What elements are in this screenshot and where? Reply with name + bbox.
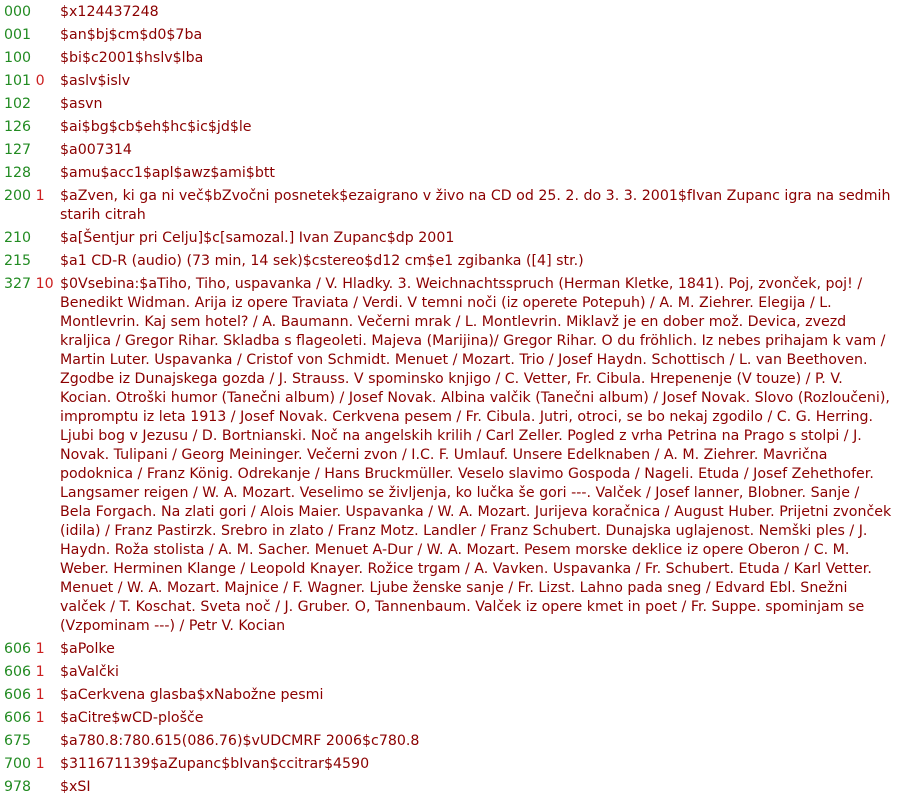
field-value: $a[Šentjur pri Celju]$c[samozal.] Ivan Zupanc$dp 2001 (60, 230, 455, 246)
tag-indicator: 1 (35, 664, 45, 680)
field-row-001 (0, 26, 900, 49)
field-value: $an$bj$cm$d0$7ba (60, 27, 203, 43)
field-row-100 (0, 49, 900, 72)
field-value: $bi$c2001$hslv$lba (60, 50, 204, 66)
tag-indicator: 1 (35, 710, 45, 726)
field-row-978 (0, 778, 900, 801)
field-tag (0, 275, 60, 636)
field-tag (0, 640, 60, 659)
field-tag (0, 118, 60, 137)
field-tag (0, 663, 60, 682)
field-row-215 (0, 252, 900, 275)
field-tag (0, 709, 60, 728)
field-value: $xSI (60, 779, 91, 795)
field-row-606 (0, 640, 900, 663)
tag-indicator: 1 (35, 687, 45, 703)
field-tag (0, 252, 60, 271)
field-tag (0, 778, 60, 797)
field-value: $ai$bg$cb$eh$hc$ic$jd$le (60, 119, 252, 135)
field-row-126 (0, 118, 900, 141)
field-row-700 (0, 755, 900, 778)
field-value: $a780.8:780.615(086.76)$vUDCMRF 2006$c780.8 (60, 733, 420, 749)
tag-code: 102 (4, 96, 32, 112)
tag-code: 200 (4, 188, 32, 204)
tag-indicator: 1 (35, 641, 45, 657)
field-row-606 (0, 663, 900, 686)
tag-code: 100 (4, 50, 32, 66)
tag-code: 128 (4, 165, 32, 181)
field-tag (0, 26, 60, 45)
tag-indicator: 0 (35, 73, 45, 89)
field-value: $aCitre$wCD-plošče (60, 710, 204, 726)
tag-code: 606 (4, 664, 32, 680)
field-tag (0, 141, 60, 160)
tag-code: 327 (4, 276, 32, 292)
field-row-606 (0, 686, 900, 709)
field-value: $aCerkvena glasba$xNabožne pesmi (60, 687, 324, 703)
tag-code: 606 (4, 687, 32, 703)
field-value: $aslv$islv (60, 73, 131, 89)
tag-code: 675 (4, 733, 32, 749)
field-row-127 (0, 141, 900, 164)
field-tag (0, 686, 60, 705)
tag-code: 606 (4, 641, 32, 657)
tag-code: 126 (4, 119, 32, 135)
field-tag (0, 3, 60, 22)
field-value: $a1 CD-R (audio) (73 min, 14 sek)$cstereo$d12 cm$e1 zgibanka ([4] str.) (60, 253, 584, 269)
field-tag (0, 229, 60, 248)
field-value: $a007314 (60, 142, 132, 158)
field-tag (0, 95, 60, 114)
field-row-101 (0, 72, 900, 95)
field-tag (0, 732, 60, 751)
field-value: $amu$acc1$apl$awz$ami$btt (60, 165, 275, 181)
tag-code: 210 (4, 230, 32, 246)
field-tag (0, 755, 60, 774)
tag-code: 606 (4, 710, 32, 726)
field-row-000 (0, 3, 900, 26)
field-value: $aPolke (60, 641, 115, 657)
field-row-327 (0, 275, 900, 640)
field-value: $aZven, ki ga ni več$bZvočni posnetek$ezaigrano v živo na CD od 25. 2. do 3. 3. 2001$fIvan Zupanc igra na sedmih starih citrah (60, 188, 891, 223)
field-tag (0, 164, 60, 183)
field-tag (0, 187, 60, 225)
field-value: $0Vsebina:$aTiho, Tiho, uspavanka / V. Hladky. 3. Weichnachtsspruch (Herman Kletke, 1841). Poj, zvonček, poj! / Benedikt Widman. Arija iz opere Traviata / Verdi. V temni noči (iz operete Potepuh) / A. M. Ziehrer. Elegija / L. Montlevrin. Kaj sem hotel? / A. Baumann. Večerni mrak / L. Montlevrin. Miklavž je en dober mož. Devica, zvezd kraljica / Gregor Rihar. Skladba s flageoleti. Majeva (Marijina)/ Gregor Rihar. O du fröhlich. Iz nebes prihajam k vam / Martin Luter. Uspavanka / Cristof von Schmidt. Menuet / Mozart. Trio / Josef Haydn. Schottisch / L. van Beethoven. Zgodbe iz Dunajskega gozda / J. Strauss. V spominsko knjigo / C. Vetter, Fr. Cibula. Hrepenenje (V touze) / P. V. Kocian. Otroški humor (Tanečni album) / Josef Novak. Albina valčik (Tanečni album) / Josef Novak. Slovo (Rozloučeni), impromptu iz leta 1913 / Josef Novak. Cerkvena pesem / Fr. Cibula. Jutri, otroci, se bo nekaj zgodilo / C. G. Herring. Ljubi bog v Jezusu / D. Bortnianski. Noč na angelskih krilih / Carl Zeller. Pogled z vrha Petrina na Prago s stolpi / J. Novak. Tulipani / Georg Meininger. Večerni zvon / I.C. F. Umlauf. Unsere Edelknaben / A. M. Ziehrer. Mavrična podoknica / Franz König. Odrekanje / Hans Bruckmüller. Veselo slavimo Gospoda / Nageli. Etuda / Josef Zehethofer. Langsamer reigen / W. A. Mozart. Veselimo se življenja, ko lučka še gori ---. Valček / Josef lanner, Blobner. Sanje / Bela Forgach. Na zlati gori / Alois Maier. Uspavanka / W. A. Mozart. Jurijeva koračnica / August Huber. Prijetni zvonček (idila) / Franz Pastirzk. Srebro in zlato / Franz Motz. Landler / Franz Schubert. Dunajska uglajenost. Nemški ples / J. Haydn. Roža stolista / A. M. Sacher. Menuet A-Dur / W. A. Mozart. Pesem morske deklice iz opere Oberon / C. M. Weber. Herminen Klange / Leopold Knayer. Rožice trgam / A. Vavken. Uspavanka / Fr. Schubert. Etuda / Karl Vetter. Menuet / W. A. Mozart. Majnice / F. Wagner. Ljube ženske sanje / Fr. Lizst. Lahno pada sneg / Edvard Ebl. Snežni valček / T. Koschat. Sveta noč / J. Gruber. O, Tannenbaum. Valček iz opere kmet in poet / Fr. Suppe. spominjam se (Vzpominam ---) / Petr V. Kocian (60, 276, 892, 634)
tag-code: 000 (4, 4, 32, 20)
tag-indicator: 10 (35, 276, 54, 292)
field-row-606 (0, 709, 900, 732)
field-row-102 (0, 95, 900, 118)
field-value: $aValčki (60, 664, 119, 680)
tag-code: 127 (4, 142, 32, 158)
tag-indicator: 1 (35, 188, 45, 204)
tag-code: 215 (4, 253, 32, 269)
tag-code: 700 (4, 756, 32, 772)
tag-code: 001 (4, 27, 32, 43)
field-tag (0, 72, 60, 91)
field-row-128 (0, 164, 900, 187)
field-row-210 (0, 229, 900, 252)
tag-code: 101 (4, 73, 32, 89)
field-tag (0, 49, 60, 68)
tag-code: 978 (4, 779, 32, 795)
field-row-200 (0, 187, 900, 229)
field-value: $311671139$aZupanc$bIvan$ccitrar$4590 (60, 756, 370, 772)
field-value: $x124437248 (60, 4, 159, 20)
tag-indicator: 1 (35, 756, 45, 772)
field-row-675 (0, 732, 900, 755)
field-value: $asvn (60, 96, 103, 112)
